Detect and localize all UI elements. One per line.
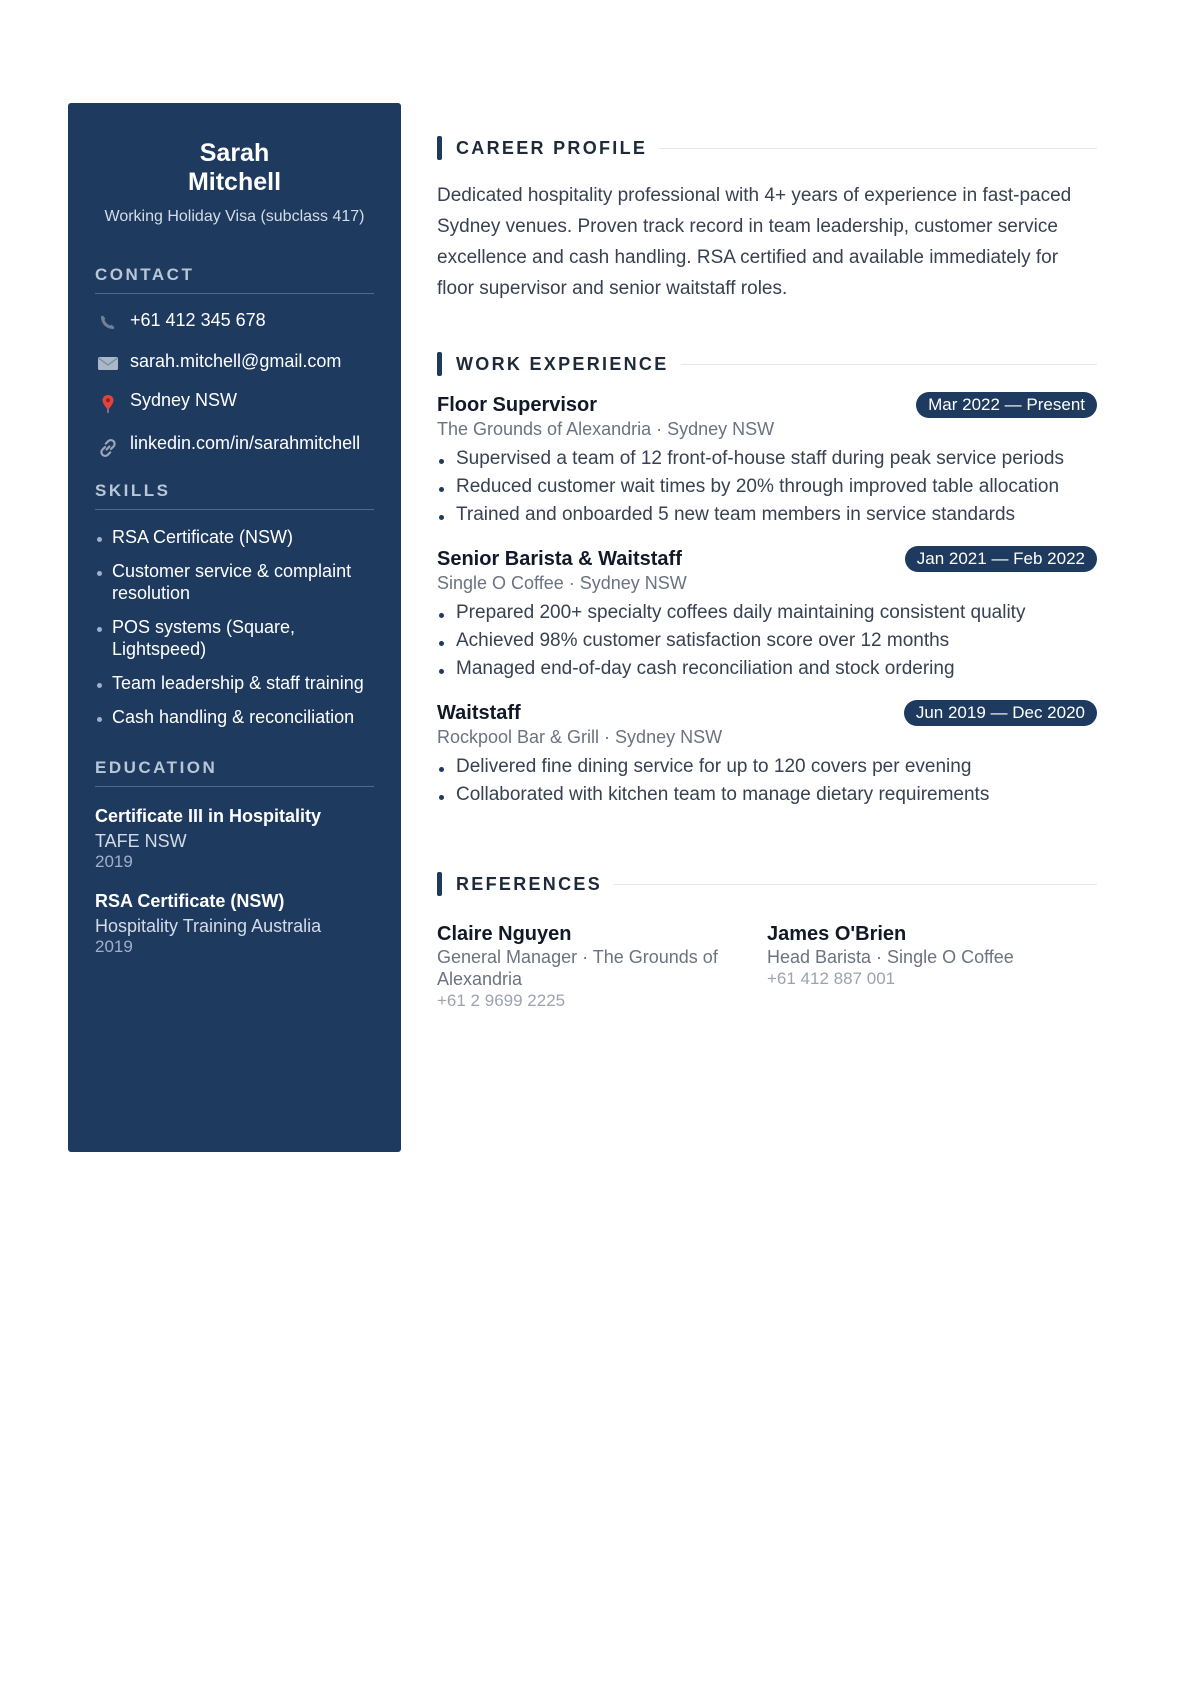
bullet-dot bbox=[439, 487, 444, 492]
skills-heading: SKILLS bbox=[95, 481, 374, 510]
reference-name: James O'Brien bbox=[767, 923, 907, 945]
bullet-text: Trained and onboarded 5 new team members in service standards bbox=[456, 504, 1016, 525]
job-company: Rockpool Bar & Grill · Sydney NSW bbox=[437, 727, 723, 747]
job-bullets bbox=[437, 601, 1097, 680]
main-content bbox=[437, 136, 1097, 1012]
skills-list bbox=[95, 526, 374, 728]
bullet-text: Delivered fine dining service for up to 120 covers per evening bbox=[456, 756, 972, 777]
job-bullets bbox=[437, 755, 1097, 806]
bullet-dot bbox=[97, 683, 102, 688]
bullet-text: Supervised a team of 12 front-of-house staff during peak service periods bbox=[456, 448, 1064, 469]
job-company: Single O Coffee · Sydney NSW bbox=[437, 573, 687, 593]
contact-phone bbox=[95, 310, 374, 332]
education-heading: EDUCATION bbox=[95, 758, 374, 787]
location-pin-icon bbox=[95, 390, 121, 414]
link-icon bbox=[95, 433, 121, 459]
contact-list bbox=[95, 310, 374, 459]
bullet-text: Managed end-of-day cash reconciliation and stock ordering bbox=[456, 658, 955, 679]
contact-email bbox=[95, 351, 374, 371]
job-bullet bbox=[437, 755, 1097, 778]
heading-accent-bar bbox=[437, 136, 442, 160]
heading-accent-bar bbox=[437, 872, 442, 896]
job-dates-badge: Mar 2022 — Present bbox=[916, 392, 1097, 418]
job-title: Senior Barista & Waitstaff bbox=[437, 548, 682, 570]
skill-item bbox=[95, 616, 374, 660]
references-section bbox=[437, 872, 1097, 1012]
references-heading: REFERENCES bbox=[456, 873, 603, 894]
job-bullet bbox=[437, 629, 1097, 652]
email-icon bbox=[95, 351, 121, 371]
education-item bbox=[95, 805, 374, 872]
section-heading bbox=[437, 136, 1097, 160]
bullet-dot bbox=[97, 571, 102, 576]
reference-phone: +61 2 9699 2225 bbox=[437, 991, 566, 1010]
bullet-dot bbox=[97, 537, 102, 542]
education-year: 2019 bbox=[95, 937, 133, 956]
heading-divider bbox=[659, 148, 1097, 149]
bullet-text: Reduced customer wait times by 20% through improved table allocation bbox=[456, 476, 1060, 497]
job-title: Waitstaff bbox=[437, 702, 521, 724]
education-title: Certificate III in Hospitality bbox=[95, 806, 322, 826]
job-bullet bbox=[437, 783, 1097, 806]
reference-role: Head Barista · Single O Coffee bbox=[767, 947, 1014, 967]
career-profile-heading: CAREER PROFILE bbox=[456, 137, 648, 158]
bullet-dot bbox=[439, 641, 444, 646]
skill-text: Cash handling & reconciliation bbox=[112, 707, 355, 727]
work-experience-heading: WORK EXPERIENCE bbox=[456, 353, 669, 374]
email-text[interactable]: sarah.mitchell@gmail.com bbox=[130, 351, 342, 371]
visa-status: Working Holiday Visa (subclass 417) bbox=[104, 208, 365, 225]
job-bullet bbox=[437, 447, 1097, 470]
job-dates-badge: Jun 2019 — Dec 2020 bbox=[904, 700, 1097, 726]
career-profile-text: Dedicated hospitality professional with 4+ years of experience in fast-paced Sydney venues. Proven track record in team leadership, customer service excellence and cash handling. RSA certified and available immediately for floor supervisor and senior waitstaff roles. bbox=[437, 185, 1072, 299]
bullet-dot bbox=[439, 767, 444, 772]
job-entry bbox=[437, 546, 1097, 680]
skill-item bbox=[95, 526, 374, 548]
section-heading bbox=[437, 872, 1097, 896]
job-header bbox=[437, 700, 1097, 726]
location-text: Sydney NSW bbox=[130, 390, 238, 410]
bullet-dot bbox=[439, 613, 444, 618]
skill-text: Team leadership & staff training bbox=[112, 673, 364, 693]
references-list bbox=[437, 922, 1097, 1012]
bullet-dot bbox=[97, 717, 102, 722]
career-profile-section bbox=[437, 136, 1097, 304]
skill-item bbox=[95, 672, 374, 694]
reference-item bbox=[437, 922, 767, 1012]
job-bullet bbox=[437, 601, 1097, 624]
contact-heading: CONTACT bbox=[95, 265, 374, 294]
linkedin-text[interactable]: linkedin.com/in/sarahmitchell bbox=[130, 433, 361, 453]
contact-location bbox=[95, 390, 374, 414]
phone-icon bbox=[95, 310, 121, 332]
reference-role: General Manager · The Grounds of Alexandria bbox=[437, 947, 718, 989]
bullet-dot bbox=[439, 795, 444, 800]
section-heading bbox=[437, 352, 1097, 376]
skill-text: RSA Certificate (NSW) bbox=[112, 527, 294, 547]
reference-item bbox=[767, 922, 1097, 1012]
education-item bbox=[95, 890, 374, 957]
work-experience-section bbox=[437, 352, 1097, 806]
bullet-text: Collaborated with kitchen team to manage dietary requirements bbox=[456, 784, 990, 805]
heading-divider bbox=[681, 364, 1097, 365]
bullet-dot bbox=[439, 669, 444, 674]
sidebar bbox=[68, 103, 401, 1152]
skill-text: Customer service & complaint resolution bbox=[112, 561, 352, 603]
job-bullets bbox=[437, 447, 1097, 526]
candidate-name bbox=[95, 139, 374, 197]
job-title: Floor Supervisor bbox=[437, 394, 598, 416]
job-dates-badge: Jan 2021 — Feb 2022 bbox=[905, 546, 1097, 572]
job-entry bbox=[437, 392, 1097, 526]
skill-item bbox=[95, 560, 374, 604]
job-bullet bbox=[437, 657, 1097, 680]
last-name: Mitchell bbox=[187, 168, 282, 196]
education-title: RSA Certificate (NSW) bbox=[95, 891, 285, 911]
education-school: TAFE NSW bbox=[95, 831, 187, 851]
bullet-text: Achieved 98% customer satisfaction score over 12 months bbox=[456, 630, 950, 651]
skill-text: POS systems (Square, Lightspeed) bbox=[112, 617, 296, 659]
job-header bbox=[437, 392, 1097, 418]
first-name: Sarah bbox=[199, 139, 270, 167]
heading-divider bbox=[614, 884, 1097, 885]
bullet-dot bbox=[439, 459, 444, 464]
bullet-dot bbox=[439, 515, 444, 520]
job-entry bbox=[437, 700, 1097, 806]
heading-accent-bar bbox=[437, 352, 442, 376]
bullet-dot bbox=[97, 627, 102, 632]
job-bullet bbox=[437, 475, 1097, 498]
phone-text[interactable]: +61 412 345 678 bbox=[130, 310, 266, 330]
education-school: Hospitality Training Australia bbox=[95, 916, 322, 936]
job-company: The Grounds of Alexandria · Sydney NSW bbox=[437, 419, 775, 439]
bullet-text: Prepared 200+ specialty coffees daily maintaining consistent quality bbox=[456, 602, 1026, 623]
job-header bbox=[437, 546, 1097, 572]
reference-name: Claire Nguyen bbox=[437, 923, 572, 945]
contact-linkedin bbox=[95, 433, 374, 459]
skill-item bbox=[95, 706, 374, 728]
job-bullet bbox=[437, 503, 1097, 526]
reference-phone: +61 412 887 001 bbox=[767, 969, 896, 988]
education-year: 2019 bbox=[95, 852, 133, 871]
